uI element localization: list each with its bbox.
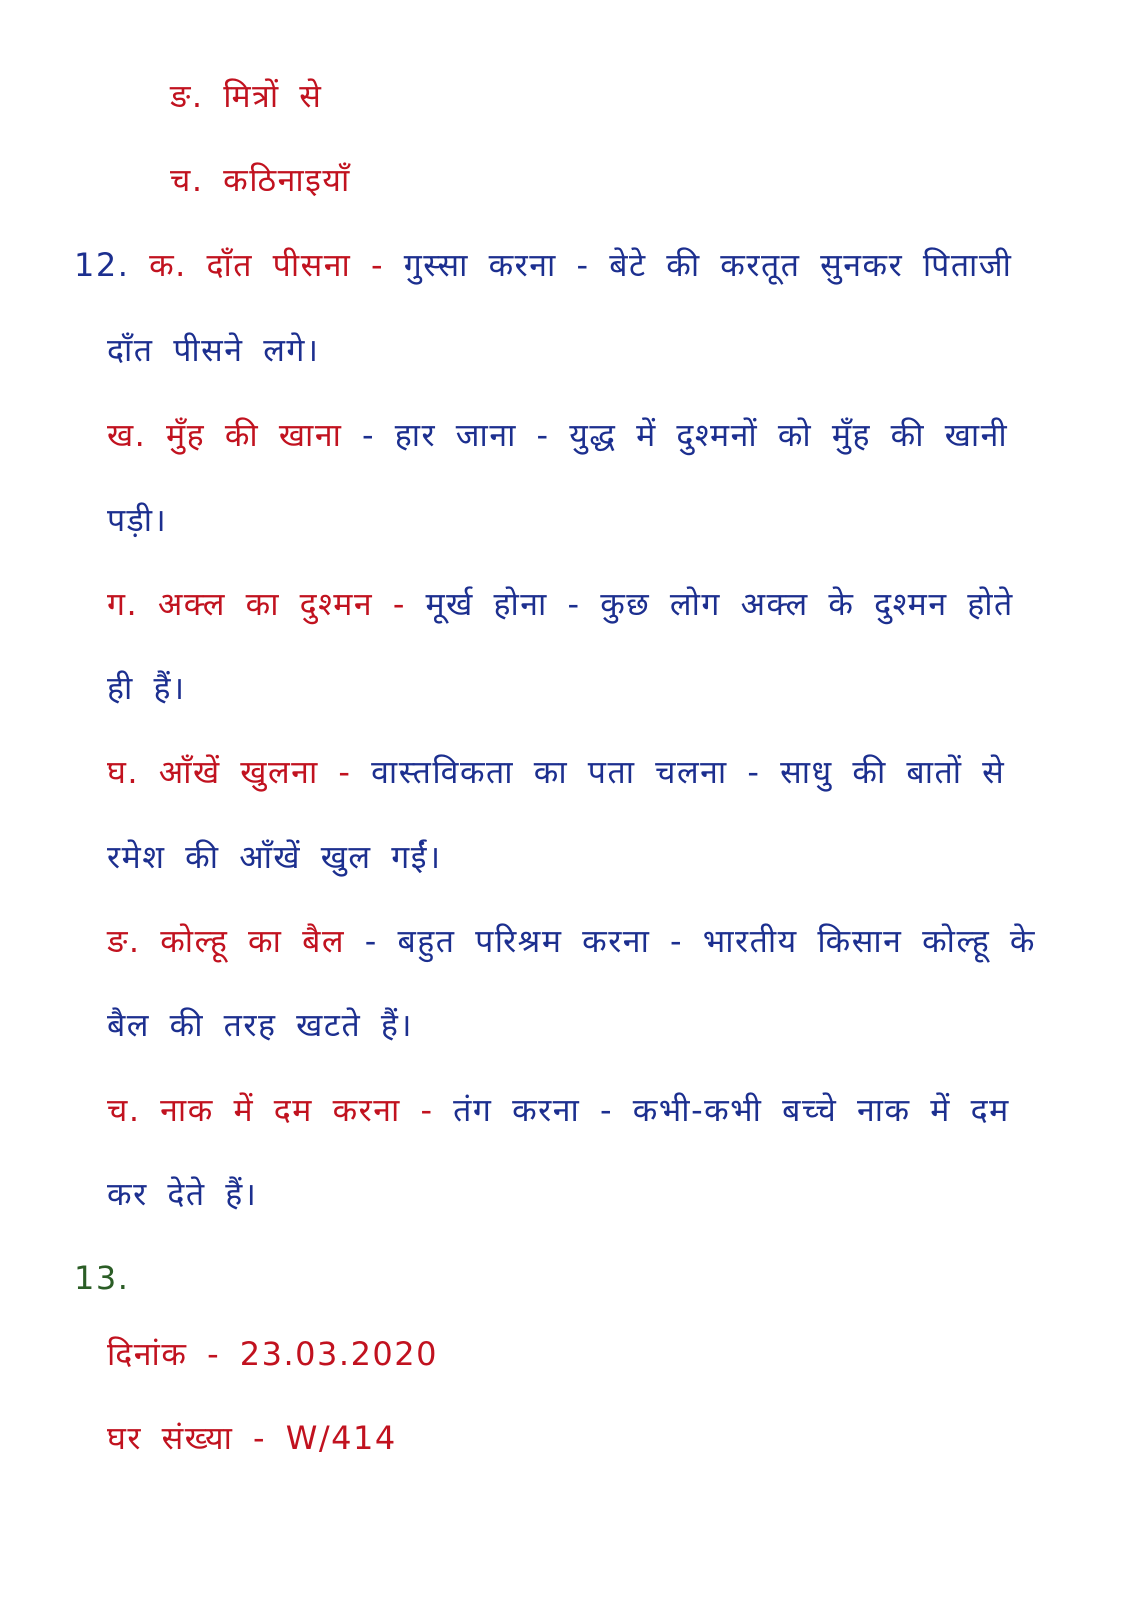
separator: - — [342, 416, 395, 454]
continuation-line: ही हैं। — [107, 669, 186, 707]
q12-number: 12. — [74, 246, 130, 284]
continuation-line: पड़ी। — [107, 501, 168, 539]
idiom: क. दाँत पीसना — [149, 246, 352, 284]
meaning-example: गुस्सा करना - बेटे की करतूत सुनकर पिताजी — [403, 246, 1013, 284]
sub-item-nga: ङ. मित्रों से — [170, 77, 323, 115]
continuation-line: बैल की तरह खटते हैं। — [107, 1006, 414, 1044]
continuation-line: कर देते हैं। — [107, 1175, 258, 1213]
house-number-line: घर संख्या - W/414 — [107, 1419, 397, 1457]
idiom: च. नाक में दम करना — [107, 1091, 401, 1129]
separator: - — [318, 753, 372, 791]
idiom: ङ. कोल्हू का बैल — [107, 922, 346, 960]
separator: - — [351, 246, 404, 284]
date-line: दिनांक - 23.03.2020 — [107, 1335, 439, 1373]
q12-item-nga — [107, 921, 1036, 961]
q12-item-ga — [107, 584, 1014, 624]
q12-item-gha — [107, 752, 1005, 792]
meaning-example: बहुत परिश्रम करना - भारतीय किसान कोल्हू के — [397, 922, 1036, 960]
q12-item-ka — [74, 245, 1012, 285]
q12-item-cha — [107, 1090, 1010, 1130]
meaning-example: वास्तविकता का पता चलना - साधु की बातों से — [371, 753, 1006, 791]
idiom: ख. मुँह की खाना — [107, 416, 343, 454]
separator: - — [400, 1091, 454, 1129]
separator: - — [345, 922, 398, 960]
idiom: घ. आँखें खुलना — [107, 753, 319, 791]
continuation-line: रमेश की आँखें खुल गईं। — [107, 838, 442, 876]
meaning-example: मूर्ख होना - कुछ लोग अक्ल के दुश्मन होते — [425, 585, 1014, 623]
meaning-example: तंग करना - कभी-कभी बच्चे नाक में दम — [453, 1091, 1010, 1129]
q12-item-kha — [107, 415, 1008, 455]
q13-number: 13. — [74, 1259, 130, 1297]
idiom: ग. अक्ल का दुश्मन — [107, 585, 374, 623]
continuation-line: दाँत पीसने लगे। — [107, 331, 320, 369]
separator: - — [373, 585, 426, 623]
sub-item-cha: च. कठिनाइयाँ — [170, 161, 351, 199]
meaning-example: हार जाना - युद्ध में दुश्मनों को मुँह की खानी — [394, 416, 1009, 454]
